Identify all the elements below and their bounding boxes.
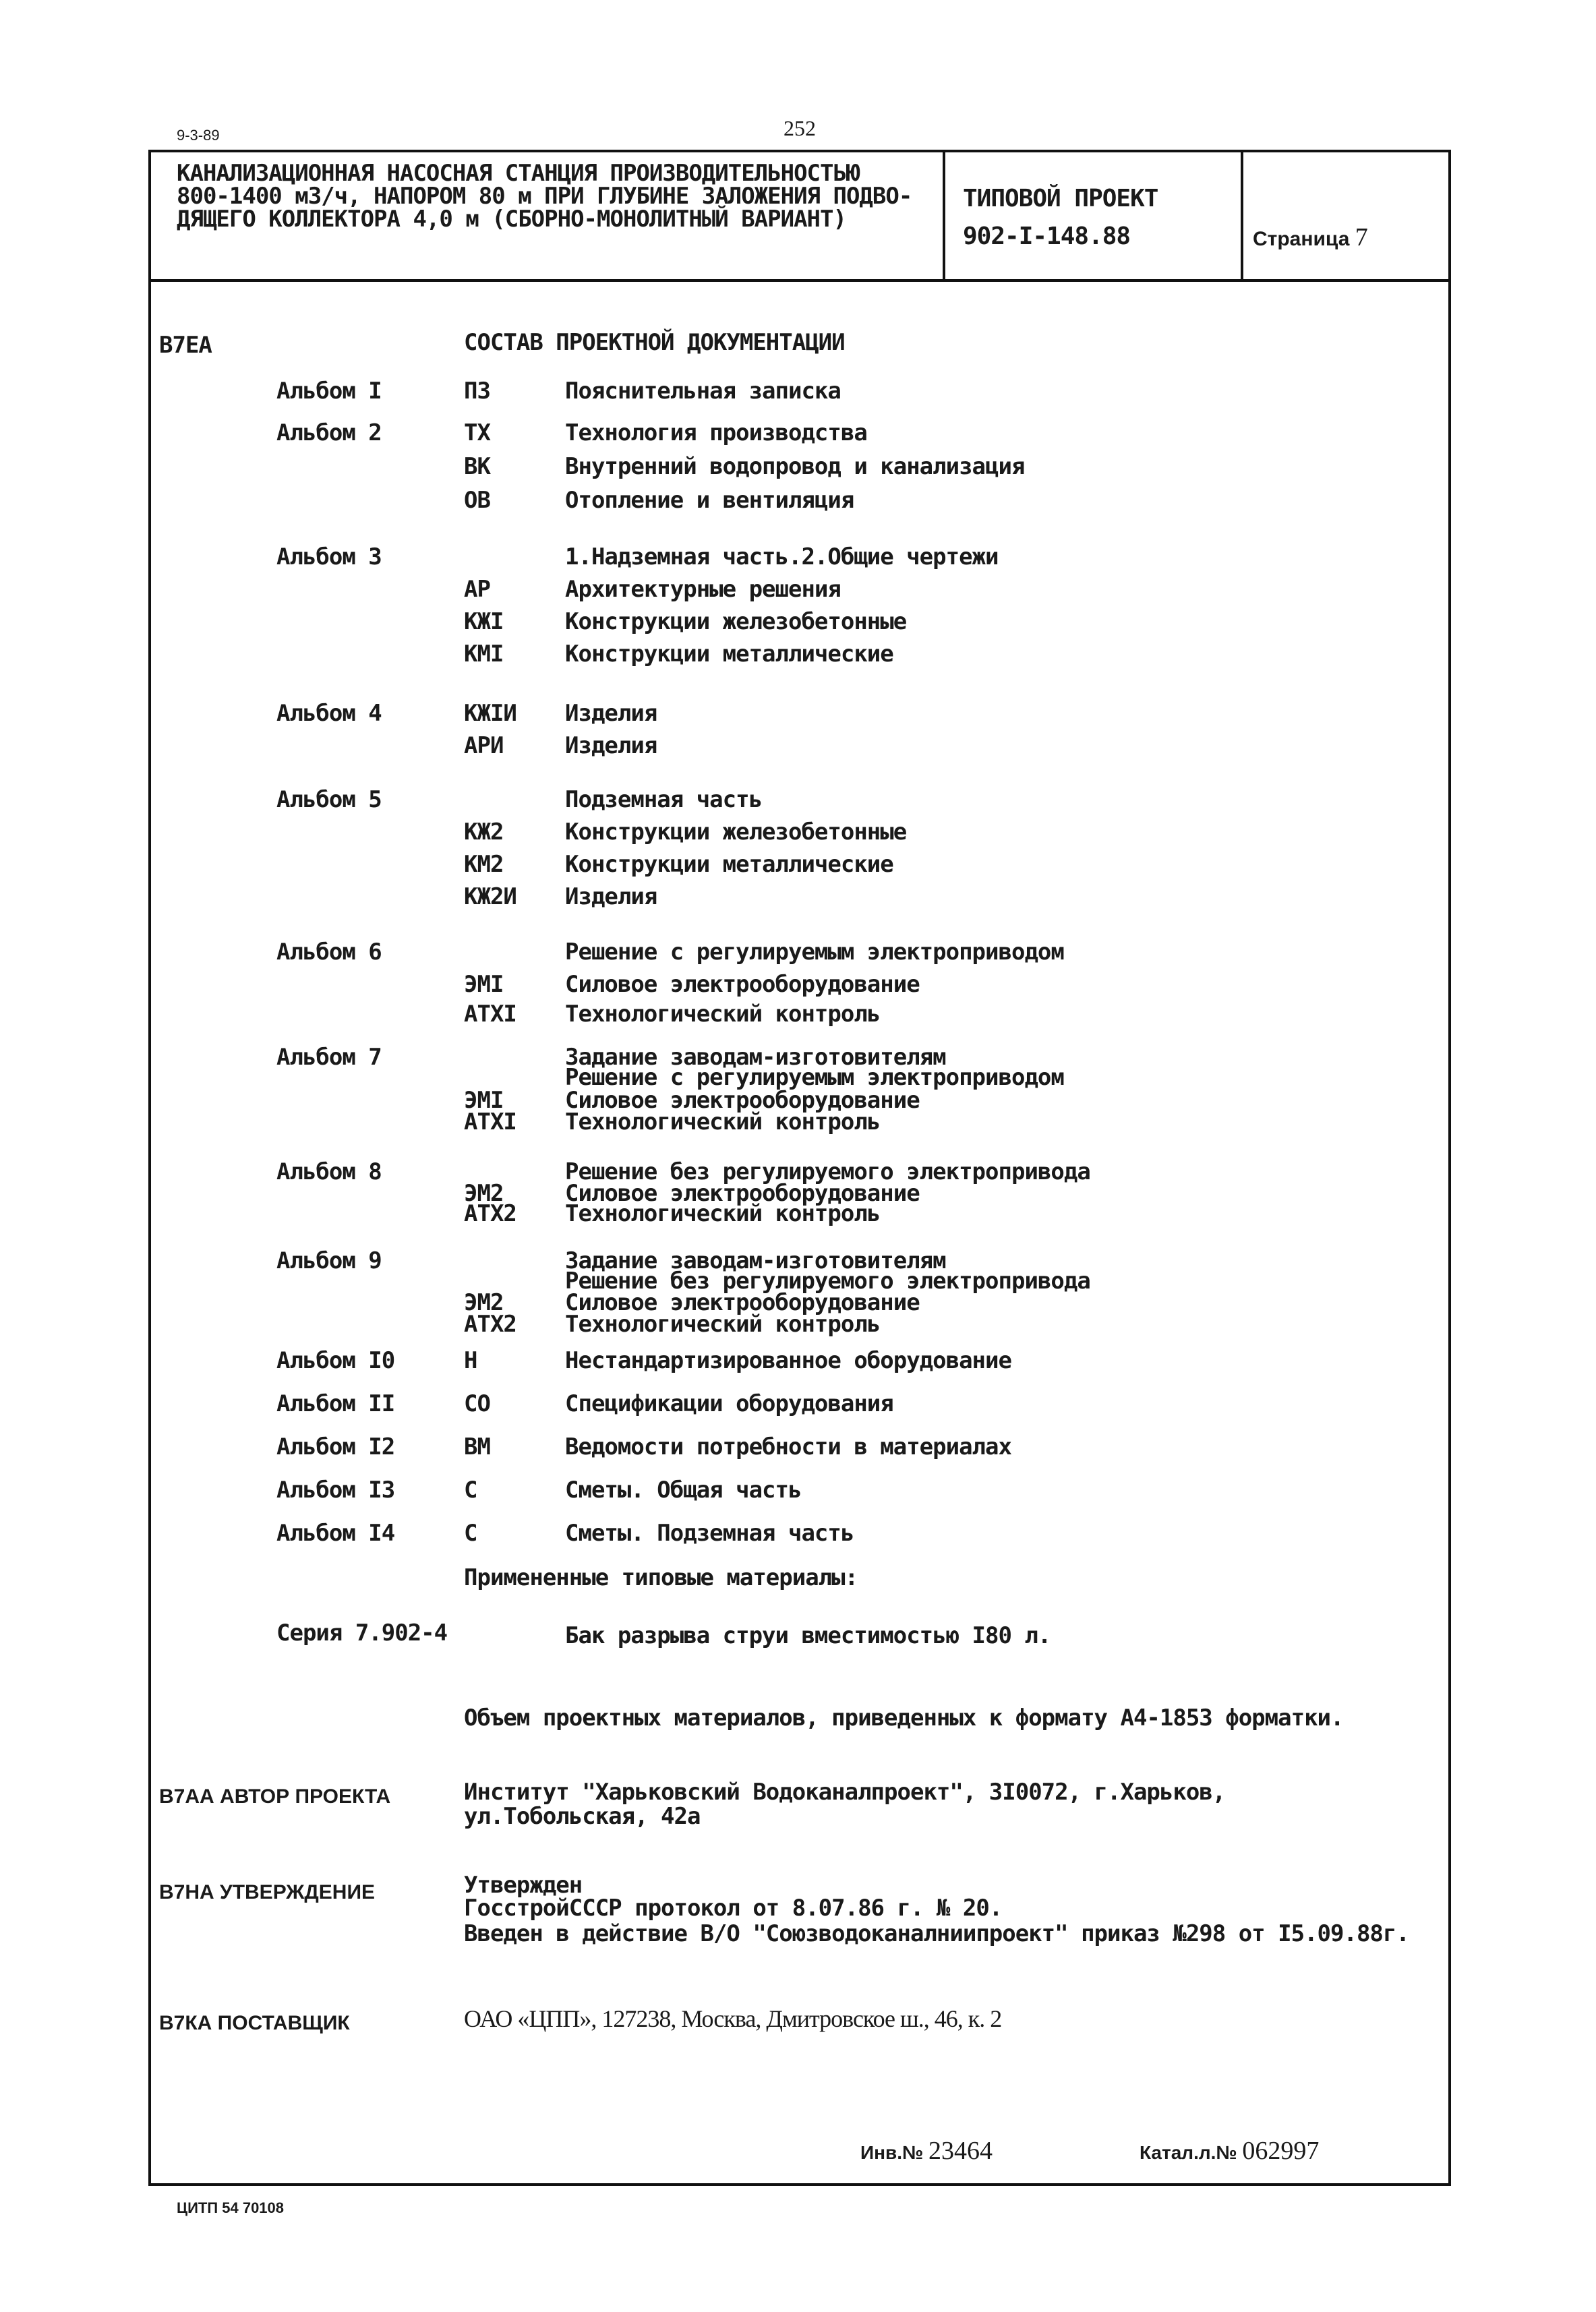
volume-note: Объем проектных материалов, приведенных к формату А4-1853 форматки. (464, 1705, 1344, 1731)
inventory-label: Инв.№ (860, 2142, 924, 2163)
doc-title: Технологический контроль (565, 1200, 881, 1227)
doc-code: ТХ (464, 419, 490, 446)
catalog-number (1140, 2136, 1319, 2166)
doc-code: ЭМI (464, 971, 504, 998)
author-section-label (159, 1785, 390, 1808)
album-label: Альбом I3 (276, 1477, 395, 1504)
doc-title: Конструкции металлические (565, 851, 893, 878)
supplier-code: В7КА (159, 2012, 212, 2034)
doc-code: С (464, 1520, 477, 1547)
doc-title: Изделия (565, 732, 657, 759)
approval-line: Утвержден (464, 1872, 583, 1899)
doc-title: Решение без регулируемого электропривода (565, 1268, 1090, 1295)
project-number: 902-I-148.88 (963, 223, 1131, 250)
doc-code: КМI (464, 641, 504, 668)
supplier-label: ПОСТАВЩИК (217, 2012, 350, 2034)
doc-title: Решение без регулируемого электропривода (565, 1158, 1090, 1185)
project-label: ТИПОВОЙ ПРОЕКТ (963, 185, 1158, 212)
doc-code: АР (464, 576, 490, 603)
header-title (177, 162, 918, 231)
page-label-text: Страница (1253, 228, 1350, 250)
doc-title: Технологический контроль (565, 1311, 881, 1338)
header-divider-2 (1241, 150, 1243, 282)
doc-title: Конструкции металлические (565, 641, 893, 668)
header-title-line: КАНАЛИЗАЦИОННАЯ НАСОСНАЯ СТАНЦИЯ ПРОИЗВОДИТЕЛЬНОСТЬЮ (177, 160, 860, 187)
doc-title: 1.Надземная часть.2.Общие чертежи (565, 543, 999, 570)
doc-title: Силовое электрооборудование (565, 1289, 920, 1316)
doc-code: КЖ2 (464, 819, 504, 846)
doc-title: Конструкции железобетонные (565, 819, 907, 846)
supplier-section-label (159, 2012, 350, 2035)
doc-code: КМ2 (464, 851, 504, 878)
approval-line: Введен в действие В/О "Союзводоканалниипроект" приказ №298 от I5.09.88г. (464, 1920, 1409, 1947)
applied-heading: Примененные типовые материалы: (464, 1564, 858, 1591)
doc-code: АТХI (464, 1108, 516, 1135)
album-label: Альбом II (276, 1390, 395, 1417)
doc-title: Внутренний водопровод и канализация (565, 453, 1025, 480)
album-label: Альбом I2 (276, 1433, 395, 1460)
album-label: Альбом 3 (276, 543, 382, 570)
doc-code: АТХ2 (464, 1311, 516, 1338)
approval-section-label (159, 1881, 375, 1904)
doc-title: Изделия (565, 883, 657, 910)
author-code: В7АА (159, 1785, 214, 1808)
inventory-number (860, 2136, 993, 2166)
album-label: Альбом 8 (276, 1158, 382, 1185)
doc-code: ВК (464, 453, 490, 480)
doc-code: ЭМ2 (464, 1180, 504, 1207)
author-line: ул.Тобольская, 42а (464, 1803, 701, 1830)
doc-code: КЖIИ (464, 700, 516, 727)
album-label: Альбом 2 (276, 419, 382, 446)
album-label: Альбом 9 (276, 1247, 382, 1274)
doc-code: С (464, 1477, 477, 1504)
doc-title: Технология производства (565, 419, 867, 446)
doc-code: Н (464, 1347, 477, 1374)
doc-code: ЭМI (464, 1087, 504, 1114)
doc-title: Силовое электрооборудование (565, 971, 920, 998)
album-label: Альбом I0 (276, 1347, 395, 1374)
inventory-value: 23464 (928, 2137, 993, 2165)
doc-code: ВМ (464, 1433, 490, 1460)
doc-code: 9-3-89 (177, 127, 220, 144)
doc-code: АТХ2 (464, 1200, 516, 1227)
doc-title: Архитектурные решения (565, 576, 841, 603)
doc-title: Решение с регулируемым электроприводом (565, 939, 1064, 966)
author-label: АВТОР ПРОЕКТА (220, 1785, 391, 1808)
series-label: Серия 7.902-4 (276, 1620, 448, 1647)
doc-title: Сметы. Общая часть (565, 1477, 802, 1504)
doc-title: Сметы. Подземная часть (565, 1520, 854, 1547)
approval-label: УТВЕРЖДЕНИЕ (220, 1881, 376, 1903)
album-label: Альбом 5 (276, 786, 382, 813)
doc-code: ПЗ (464, 378, 490, 405)
doc-title: Силовое электрооборудование (565, 1180, 920, 1207)
doc-code: КЖI (464, 608, 504, 635)
page-label (1253, 223, 1368, 252)
author-line: Институт "Харьковский Водоканалпроект", 3I0072, г.Харьков, (464, 1779, 1226, 1806)
album-label: Альбом 6 (276, 939, 382, 966)
doc-title: Ведомости потребности в материалах (565, 1433, 1011, 1460)
doc-code: ЭМ2 (464, 1289, 504, 1316)
doc-title: Технологический контроль (565, 1001, 881, 1028)
doc-title: Решение с регулируемым электроприводом (565, 1064, 1064, 1091)
section-heading: СОСТАВ ПРОЕКТНОЙ ДОКУМЕНТАЦИИ (464, 329, 845, 356)
doc-title: Конструкции железобетонные (565, 608, 907, 635)
doc-code: АТХI (464, 1001, 516, 1028)
doc-title: Изделия (565, 700, 657, 727)
doc-code: КЖ2И (464, 883, 516, 910)
supplier-line: ОАО «ЦПП», 127238, Москва, Дмитровское ш., 46, к. 2 (464, 2005, 1002, 2032)
page-number: 252 (784, 116, 816, 140)
page-value: 7 (1355, 223, 1368, 251)
approval-code: В7НА (159, 1881, 214, 1903)
doc-title: Нестандартизированное оборудование (565, 1347, 1011, 1374)
header-divider-1 (943, 150, 945, 282)
doc-title: Отопление и вентиляция (565, 487, 854, 514)
catalog-label: Катал.л.№ (1140, 2142, 1237, 2163)
doc-title: Спецификации оборудования (565, 1390, 893, 1417)
album-label: Альбом 4 (276, 700, 382, 727)
section-code: В7ЕА (159, 332, 212, 359)
doc-code: АРИ (464, 732, 504, 759)
doc-title: Задание заводам-изготовителям (565, 1247, 946, 1274)
doc-code: СО (464, 1390, 490, 1417)
header-title-line: 800-1400 м3/ч, НАПОРОМ 80 м ПРИ ГЛУБИНЕ ЗАЛОЖЕНИЯ ПОДВО- (177, 183, 912, 210)
doc-code: ОВ (464, 487, 490, 514)
doc-title: Пояснительная записка (565, 378, 841, 405)
series-description: Бак разрыва струи вместимостью I80 л. (565, 1622, 1051, 1649)
album-label: Альбом I (276, 378, 382, 405)
doc-title: Задание заводам-изготовителям (565, 1044, 946, 1071)
album-label: Альбом 7 (276, 1044, 382, 1071)
header-title-line: ДЯЩЕГО КОЛЛЕКТОРА 4,0 м (СБОРНО-МОНОЛИТНЫЙ ВАРИАНТ) (177, 206, 846, 233)
doc-title: Силовое электрооборудование (565, 1087, 920, 1114)
print-stamp: ЦИТП 54 70108 (177, 2199, 285, 2216)
album-label: Альбом I4 (276, 1520, 395, 1547)
catalog-value: 062997 (1242, 2137, 1320, 2165)
doc-title: Подземная часть (565, 786, 763, 813)
doc-title: Технологический контроль (565, 1108, 881, 1135)
approval-line: ГосстройСССР протокол от 8.07.86 г. № 20. (464, 1895, 1003, 1922)
